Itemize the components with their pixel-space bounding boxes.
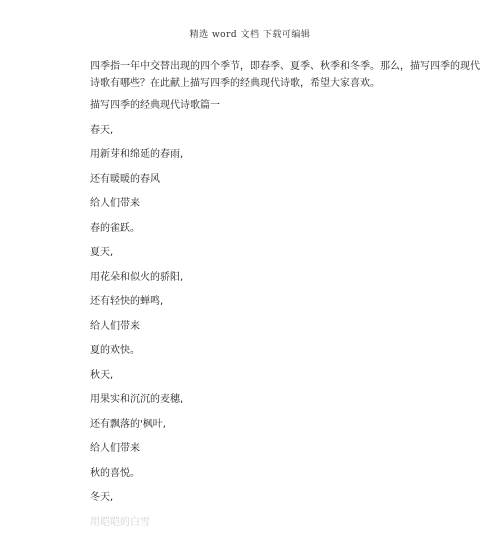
poem-body: [90, 99, 450, 540]
intro-paragraph: [90, 58, 435, 92]
poem-line: 夏的欢快。: [90, 344, 450, 369]
poem-line: 春天,: [90, 124, 450, 149]
poem-line: 给人们带来: [90, 197, 450, 222]
poem-line: 还有飘落的'枫叶,: [90, 418, 450, 443]
intro-line-1: 四季指一年中交替出现的四个季节，即春季、夏季、秋季和冬季。那么，描写四季的现代: [90, 58, 435, 75]
poem-line: 用皑皑的白雪: [90, 516, 450, 540]
poem-line: 秋天,: [90, 369, 450, 394]
intro-line-2: 诗歌有哪些？在此献上描写四季的经典现代诗歌，希望大家喜欢。: [90, 75, 435, 92]
poem-line: 还有暖暖的春风: [90, 173, 450, 198]
poem-line: 用新芽和绵延的春雨,: [90, 148, 450, 173]
poem-line: 秋的喜悦。: [90, 467, 450, 492]
poem-title: 描写四季的经典现代诗歌篇一: [90, 99, 450, 124]
poem-line: 给人们带来: [90, 442, 450, 467]
poem-line: 还有轻快的蝉鸣,: [90, 295, 450, 320]
poem-line: 春的雀跃。: [90, 222, 450, 247]
poem-line: 用果实和沉沉的麦穗,: [90, 393, 450, 418]
page-header: 精选 word 文档 下载可编辑: [0, 27, 500, 40]
poem-line: 给人们带来: [90, 320, 450, 345]
poem-line: 夏天,: [90, 246, 450, 271]
poem-line: 冬天,: [90, 491, 450, 516]
poem-line: 用花朵和似火的骄阳,: [90, 271, 450, 296]
